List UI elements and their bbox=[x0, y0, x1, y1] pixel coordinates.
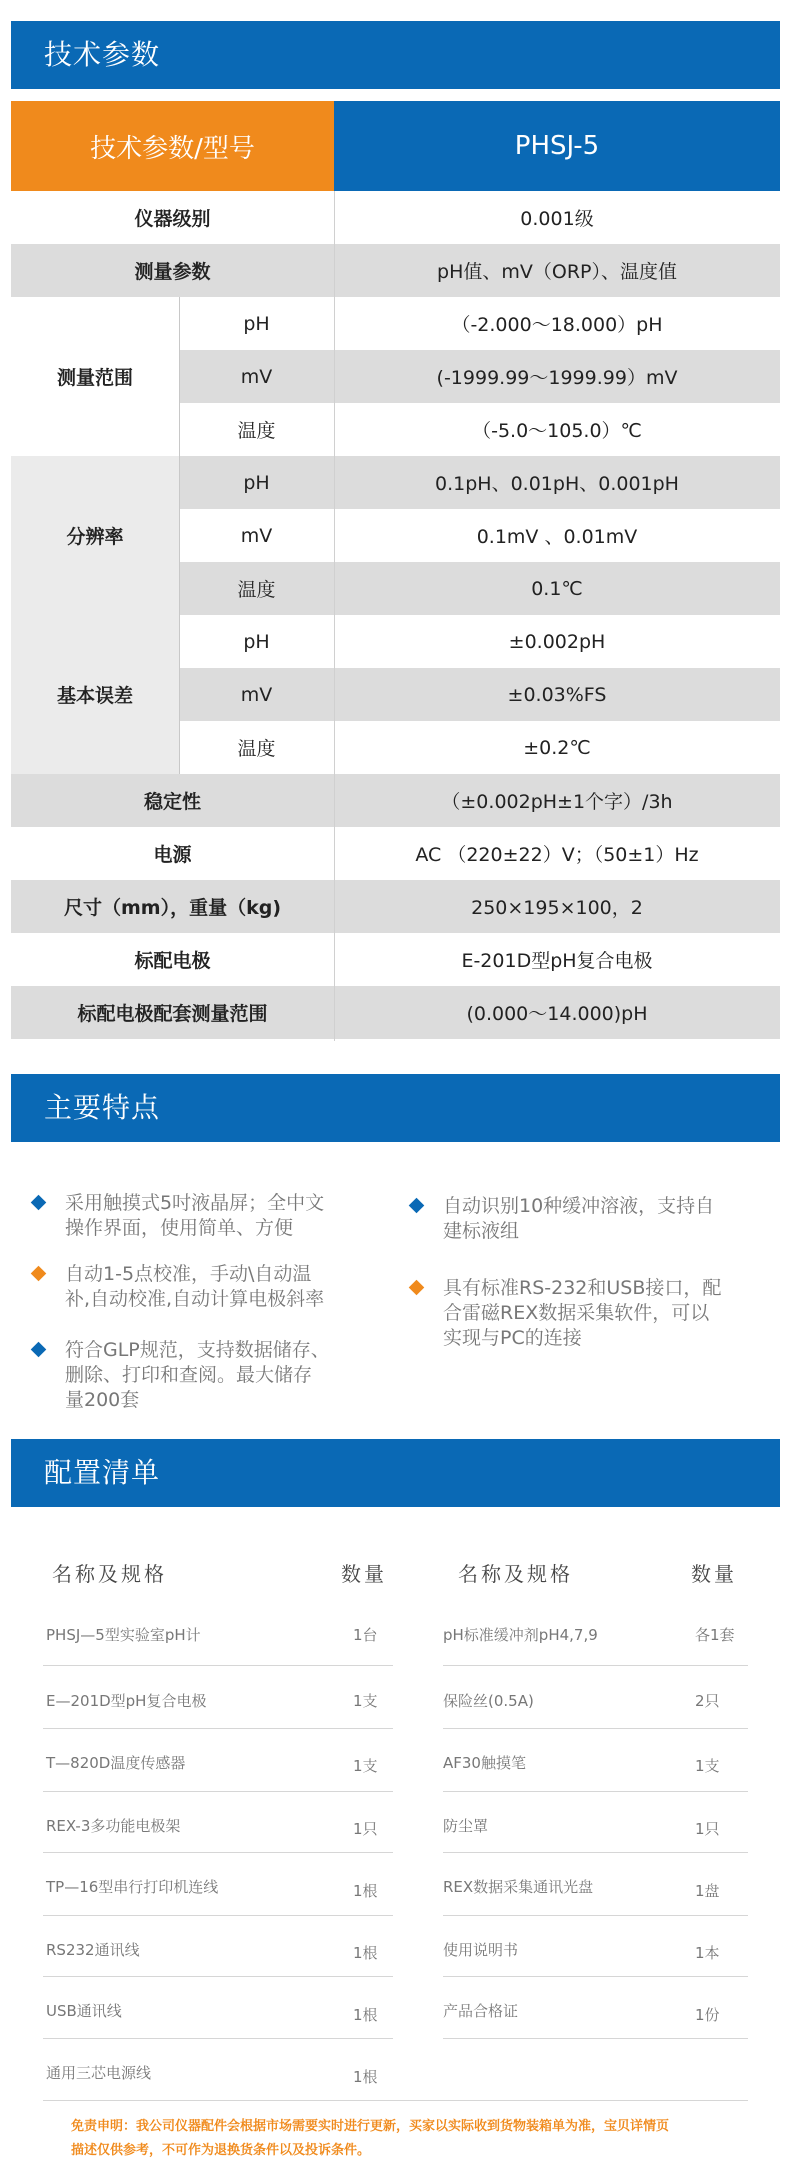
config-item-name: REX数据采集通讯光盘 bbox=[443, 1878, 594, 1896]
row-divider bbox=[443, 1665, 748, 1666]
feature-line: 实现与PC的连接 bbox=[443, 1327, 582, 1349]
spec-value: ±0.03%FS bbox=[507, 683, 607, 706]
config-item-qty: 1只 bbox=[695, 1820, 720, 1838]
feature-line: 合雷磁REX数据采集软件，可以 bbox=[443, 1302, 710, 1324]
feature-item bbox=[411, 1194, 761, 1274]
group-divider bbox=[179, 297, 180, 774]
spec-label: 尺寸（mm），重量（kg) bbox=[63, 897, 282, 919]
config-item-qty: 1根 bbox=[353, 2006, 378, 2024]
config-item-name: 产品合格证 bbox=[443, 2002, 519, 2020]
config-item-qty: 1份 bbox=[695, 2006, 720, 2024]
row-divider bbox=[43, 1976, 393, 1977]
feature-item bbox=[33, 1191, 363, 1271]
spec-label: 电源 bbox=[153, 844, 192, 866]
table-row bbox=[11, 827, 780, 880]
table-row bbox=[11, 986, 780, 1039]
spec-sub-label: 温度 bbox=[237, 420, 276, 442]
config-item-qty: 各1套 bbox=[695, 1626, 735, 1644]
feature-line: 自动1-5点校准，手动\自动温 bbox=[65, 1263, 312, 1285]
spec-section-title: 技术参数 bbox=[11, 21, 780, 89]
config-item-name: 通用三芯电源线 bbox=[46, 2064, 152, 2082]
config-item-name: REX-3多功能电极架 bbox=[46, 1817, 181, 1835]
config-item-qty: 1根 bbox=[353, 1944, 378, 1962]
config-col-qty-left: 数量 bbox=[341, 1562, 387, 1586]
spec-value: AC （220±22）V；（50±1）Hz bbox=[415, 844, 699, 866]
column-divider bbox=[334, 191, 335, 1041]
disclaimer-line: 描述仅供参考，不可作为退换货条件以及投诉条件。 bbox=[71, 2143, 371, 2158]
row-divider bbox=[43, 1852, 393, 1853]
spec-header-right: PHSJ-5 bbox=[334, 101, 780, 191]
spec-sub-label: pH bbox=[243, 630, 270, 653]
config-item-name: TP—16型串行打印机连线 bbox=[46, 1878, 219, 1896]
spec-value: pH值、mV（ORP）、温度值 bbox=[437, 261, 677, 283]
spec-group-label: 测量范围 bbox=[11, 297, 179, 456]
feature-line: 量200套 bbox=[65, 1389, 140, 1411]
config-item-name: 使用说明书 bbox=[443, 1941, 519, 1959]
feature-item bbox=[33, 1262, 363, 1342]
row-divider bbox=[443, 1976, 748, 1977]
spec-value: 0.1pH、0.01pH、0.001pH bbox=[435, 473, 679, 495]
config-item-qty: 1只 bbox=[353, 1820, 378, 1838]
row-divider bbox=[43, 1665, 393, 1666]
spec-value: E-201D型pH复合电极 bbox=[461, 950, 653, 972]
diamond-bullet-icon bbox=[409, 1280, 425, 1296]
config-item-name: RS232通讯线 bbox=[46, 1941, 140, 1959]
diamond-bullet-icon bbox=[31, 1195, 47, 1211]
config-item-qty: 1盘 bbox=[695, 1882, 720, 1900]
row-divider bbox=[43, 1915, 393, 1916]
config-item-qty: 1台 bbox=[353, 1626, 378, 1644]
spec-sub-label: 温度 bbox=[237, 738, 276, 760]
spec-value: 0.1mV 、0.01mV bbox=[476, 526, 638, 548]
spec-value: ±0.2℃ bbox=[523, 736, 591, 759]
diamond-bullet-icon bbox=[31, 1342, 47, 1358]
feature-line: 删除、打印和查阅。最大储存 bbox=[65, 1364, 313, 1386]
spec-label: 仪器级别 bbox=[134, 208, 211, 230]
spec-value: ±0.002pH bbox=[508, 630, 606, 653]
feature-line: 采用触摸式5吋液晶屏；全中文 bbox=[65, 1192, 325, 1214]
feature-line: 符合GLP规范，支持数据储存、 bbox=[65, 1339, 330, 1361]
table-row bbox=[11, 191, 780, 244]
feature-line: 操作界面，使用简单、方便 bbox=[65, 1217, 294, 1239]
config-item-qty: 1支 bbox=[353, 1757, 378, 1775]
feature-item bbox=[411, 1276, 761, 1366]
config-item-name: pH标准缓冲剂pH4,7,9 bbox=[443, 1626, 598, 1644]
row-divider bbox=[443, 1852, 748, 1853]
config-item-name: 防尘罩 bbox=[443, 1817, 489, 1835]
row-divider bbox=[43, 2100, 748, 2101]
spec-value: （±0.002pH±1个字）/3h bbox=[441, 791, 673, 813]
row-divider bbox=[443, 1728, 748, 1729]
table-row bbox=[11, 244, 780, 297]
spec-sub-label: mV bbox=[240, 683, 273, 706]
config-col-name-right: 名称及规格 bbox=[458, 1562, 573, 1586]
features-section-title: 主要特点 bbox=[11, 1074, 780, 1142]
spec-value: （-2.000～18.000）pH bbox=[451, 314, 663, 336]
row-divider bbox=[443, 1915, 748, 1916]
row-divider bbox=[43, 2038, 393, 2039]
spec-sub-label: mV bbox=[240, 365, 273, 388]
config-item-qty: 1本 bbox=[695, 1944, 720, 1962]
spec-value: （-5.0～105.0）℃ bbox=[472, 420, 642, 442]
config-col-qty-right: 数量 bbox=[691, 1562, 737, 1586]
spec-group-label: 分辨率 bbox=[11, 456, 179, 615]
config-item-name: 保险丝(0.5A) bbox=[443, 1692, 534, 1710]
spec-label: 测量参数 bbox=[134, 261, 211, 283]
feature-line: 自动识别10种缓冲溶液，支持自 bbox=[443, 1195, 715, 1217]
config-item-name: T—820D温度传感器 bbox=[46, 1754, 186, 1772]
spec-group-label: 基本误差 bbox=[11, 615, 179, 774]
config-item-qty: 1根 bbox=[353, 1882, 378, 1900]
spec-value: 0.1℃ bbox=[531, 577, 583, 600]
feature-line: 建标液组 bbox=[443, 1220, 520, 1242]
disclaimer-line: 免责申明：我公司仪器配件会根据市场需要实时进行更新，买家以实际收到货物装箱单为准，宝贝详情页 bbox=[71, 2119, 670, 2134]
disclaimer bbox=[71, 2115, 731, 2163]
config-item-name: USB通讯线 bbox=[46, 2002, 122, 2020]
config-item-qty: 2只 bbox=[695, 1692, 720, 1710]
spec-label: 稳定性 bbox=[143, 791, 201, 813]
feature-line: 补,自动校准,自动计算电极斜率 bbox=[65, 1288, 325, 1310]
row-divider bbox=[443, 2038, 748, 2039]
diamond-bullet-icon bbox=[31, 1266, 47, 1282]
spec-label: 标配电极配套测量范围 bbox=[77, 1003, 268, 1025]
table-row bbox=[11, 933, 780, 986]
spec-header-left: 技术参数/型号 bbox=[11, 101, 334, 191]
config-section-title: 配置清单 bbox=[11, 1439, 780, 1507]
spec-sub-label: mV bbox=[240, 524, 273, 547]
diamond-bullet-icon bbox=[409, 1198, 425, 1214]
config-item-qty: 1支 bbox=[353, 1692, 378, 1710]
config-col-name-left: 名称及规格 bbox=[52, 1562, 167, 1586]
row-divider bbox=[443, 1791, 748, 1792]
spec-label: 标配电极 bbox=[134, 950, 211, 972]
spec-sub-label: pH bbox=[243, 312, 270, 335]
row-divider bbox=[43, 1728, 393, 1729]
row-divider bbox=[43, 1791, 393, 1792]
config-item-name: PHSJ—5型实验室pH计 bbox=[46, 1626, 201, 1644]
config-item-name: E—201D型pH复合电极 bbox=[46, 1692, 207, 1710]
table-row bbox=[11, 774, 780, 827]
table-row bbox=[11, 880, 780, 933]
spec-value: 0.001级 bbox=[520, 208, 594, 230]
spec-sub-label: 温度 bbox=[237, 579, 276, 601]
config-item-qty: 1支 bbox=[695, 1757, 720, 1775]
spec-value: (-1999.99～1999.99）mV bbox=[436, 367, 678, 389]
config-item-name: AF30触摸笔 bbox=[443, 1754, 526, 1772]
config-item-qty: 1根 bbox=[353, 2068, 378, 2086]
spec-sub-label: pH bbox=[243, 471, 270, 494]
feature-line: 具有标准RS-232和USB接口，配 bbox=[443, 1277, 722, 1299]
spec-value: 250×195×100，2 bbox=[471, 897, 643, 919]
feature-item bbox=[33, 1338, 363, 1428]
spec-value: (0.000～14.000)pH bbox=[466, 1003, 648, 1025]
